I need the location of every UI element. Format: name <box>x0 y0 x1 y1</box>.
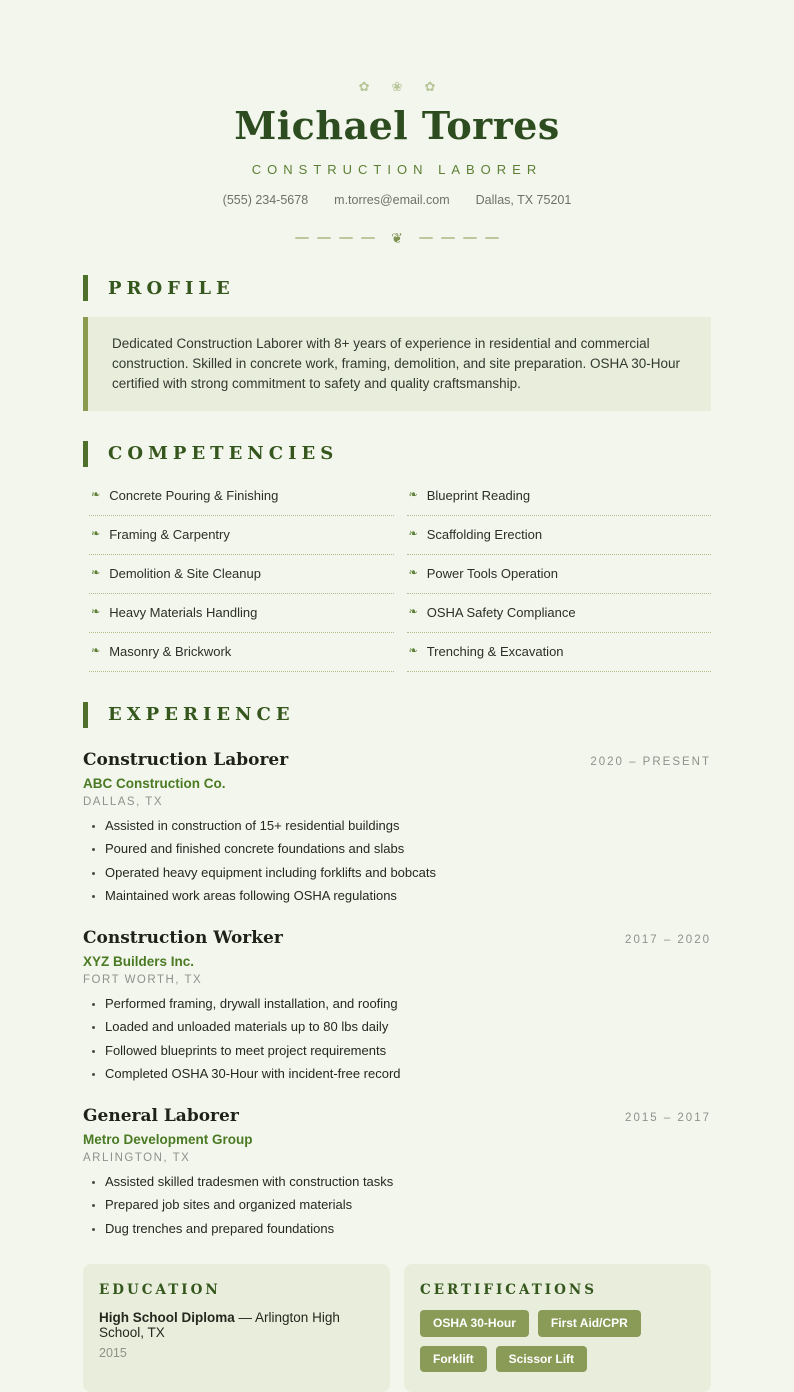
job-company: XYZ Builders Inc. <box>83 953 195 969</box>
certification-badge: OSHA 30-Hour <box>420 1310 529 1336</box>
education-heading: EDUCATION <box>99 1282 221 1299</box>
job-bullet: • Operated heavy equipment including forklifts and bobcats <box>105 863 711 883</box>
competency-item <box>407 477 712 516</box>
leaf-bullet-icon: ❧ <box>91 527 101 540</box>
divider-dash <box>317 237 331 239</box>
competency-label: Framing & Carpentry <box>109 526 230 542</box>
job-entry <box>83 750 711 906</box>
flower-icon: ❀ <box>391 79 403 94</box>
competency-item <box>407 555 712 594</box>
job-bullet: • Loaded and unloaded materials up to 80 lbs daily <box>105 1017 711 1037</box>
job-entry <box>83 928 711 1084</box>
job-bullet: • Dug trenches and prepared foundations <box>105 1219 711 1239</box>
section-accent-bar <box>83 275 88 301</box>
leaf-bullet-icon: ❧ <box>408 605 418 618</box>
job-role: Construction Laborer <box>83 749 289 770</box>
experience-heading <box>83 702 711 728</box>
job-company: Metro Development Group <box>83 1131 253 1147</box>
candidate-name: Michael Torres <box>234 103 560 148</box>
job-head <box>83 1106 711 1126</box>
job-bullet-list <box>83 816 711 906</box>
leaf-bullet-icon: ❧ <box>408 527 418 540</box>
competency-label: OSHA Safety Compliance <box>426 604 576 620</box>
job-location: ARLINGTON, TX <box>83 1151 191 1164</box>
certification-badge: Forklift <box>420 1346 487 1372</box>
job-bullet: • Prepared job sites and organized materials <box>105 1195 711 1215</box>
profile-summary: Dedicated Construction Laborer with 8+ years of experience in residential and commercial construction. Skilled in concrete work, framing, demolition, and site preparation. OSHA 30-Hour certified with strong commitment to safety and quality craftsmanship. <box>83 317 711 411</box>
job-head <box>83 750 711 770</box>
section-title: EXPERIENCE <box>108 704 295 726</box>
leaf-bullet-icon: ❧ <box>408 644 418 657</box>
leaf-bullet-icon: ❧ <box>91 566 101 579</box>
section-accent-bar <box>83 441 88 467</box>
section-title: PROFILE <box>108 277 235 299</box>
divider-dash <box>419 237 433 239</box>
competencies-section <box>83 441 711 672</box>
certification-badge: First Aid/CPR <box>538 1310 641 1336</box>
competency-label: Masonry & Brickwork <box>109 643 232 659</box>
contact-row <box>83 193 711 207</box>
divider-dash <box>463 237 477 239</box>
candidate-title: CONSTRUCTION LABORER <box>251 162 543 177</box>
job-entry <box>83 1106 711 1239</box>
job-bullet: • Maintained work areas following OSHA regulations <box>105 886 711 906</box>
experience-section <box>83 702 711 1239</box>
competency-label: Scaffolding Erection <box>426 526 543 542</box>
job-bullet: • Completed OSHA 30-Hour with incident-free record <box>105 1064 711 1084</box>
competency-label: Demolition & Site Cleanup <box>109 565 261 581</box>
competency-item <box>89 633 394 672</box>
competencies-grid <box>83 477 711 672</box>
competency-label: Blueprint Reading <box>426 487 531 503</box>
education-school: — Arlington High School, TX <box>99 1310 340 1341</box>
divider-dash <box>339 237 353 239</box>
competencies-heading <box>83 441 711 467</box>
section-accent-bar <box>83 702 88 728</box>
certifications-heading: CERTIFICATIONS <box>420 1282 597 1299</box>
profile-section <box>83 275 711 411</box>
competency-label: Trenching & Excavation <box>426 643 564 659</box>
competency-label: Power Tools Operation <box>426 565 558 581</box>
competency-item <box>89 555 394 594</box>
leaf-bullet-icon: ❧ <box>408 488 418 501</box>
job-bullet: • Assisted in construction of 15+ residential buildings <box>105 816 711 836</box>
divider-dash <box>361 237 375 239</box>
leaf-bullet-icon: ❧ <box>408 566 418 579</box>
fleuron-icon: ❦ <box>391 230 403 246</box>
divider-dash <box>441 237 455 239</box>
profile-heading <box>83 275 711 301</box>
section-title: COMPETENCIES <box>108 443 339 465</box>
job-location: DALLAS, TX <box>83 795 163 808</box>
ornament-row <box>83 80 711 93</box>
job-bullet: • Poured and finished concrete foundations and slabs <box>105 839 711 859</box>
contact-phone: (555) 234-5678 <box>222 193 309 207</box>
leaf-bullet-icon: ❧ <box>91 488 101 501</box>
competency-item <box>89 594 394 633</box>
divider-dash <box>295 237 309 239</box>
job-bullet: • Performed framing, drywall installation, and roofing <box>105 994 711 1014</box>
resume-content <box>83 0 711 1392</box>
certification-badge: Scissor Lift <box>496 1346 587 1372</box>
flower-icon: ✿ <box>424 79 436 94</box>
certification-badges <box>420 1310 695 1372</box>
certifications-box <box>404 1264 711 1392</box>
leaf-bullet-icon: ❧ <box>91 644 101 657</box>
bottom-grid <box>83 1264 711 1392</box>
job-location: FORT WORTH, TX <box>83 973 203 986</box>
job-role: General Laborer <box>83 1105 239 1126</box>
flower-icon: ✿ <box>358 79 370 94</box>
competency-item <box>407 633 712 672</box>
job-dates: 2015 – 2017 <box>625 1111 711 1124</box>
resume-header <box>83 80 711 245</box>
job-role: Construction Worker <box>83 927 283 948</box>
divider-dash <box>485 237 499 239</box>
competency-item <box>89 477 394 516</box>
job-head <box>83 928 711 948</box>
education-degree: High School Diploma <box>99 1310 235 1326</box>
competency-item <box>407 516 712 555</box>
job-bullet: • Followed blueprints to meet project requirements <box>105 1041 711 1061</box>
job-dates: 2017 – 2020 <box>625 933 711 946</box>
contact-location: Dallas, TX 75201 <box>475 193 572 207</box>
job-bullet: • Assisted skilled tradesmen with construction tasks <box>105 1172 711 1192</box>
header-divider <box>83 231 711 245</box>
job-bullet-list <box>83 994 711 1084</box>
education-year: 2015 <box>99 1346 127 1361</box>
leaf-bullet-icon: ❧ <box>91 605 101 618</box>
competency-label: Concrete Pouring & Finishing <box>109 487 279 503</box>
job-dates: 2020 – PRESENT <box>590 755 711 768</box>
competency-item <box>407 594 712 633</box>
contact-email: m.torres@email.com <box>334 193 450 207</box>
competency-label: Heavy Materials Handling <box>109 604 258 620</box>
education-line <box>99 1310 374 1340</box>
job-bullet-list <box>83 1172 711 1239</box>
job-company: ABC Construction Co. <box>83 775 226 791</box>
competency-item <box>89 516 394 555</box>
education-box <box>83 1264 390 1392</box>
